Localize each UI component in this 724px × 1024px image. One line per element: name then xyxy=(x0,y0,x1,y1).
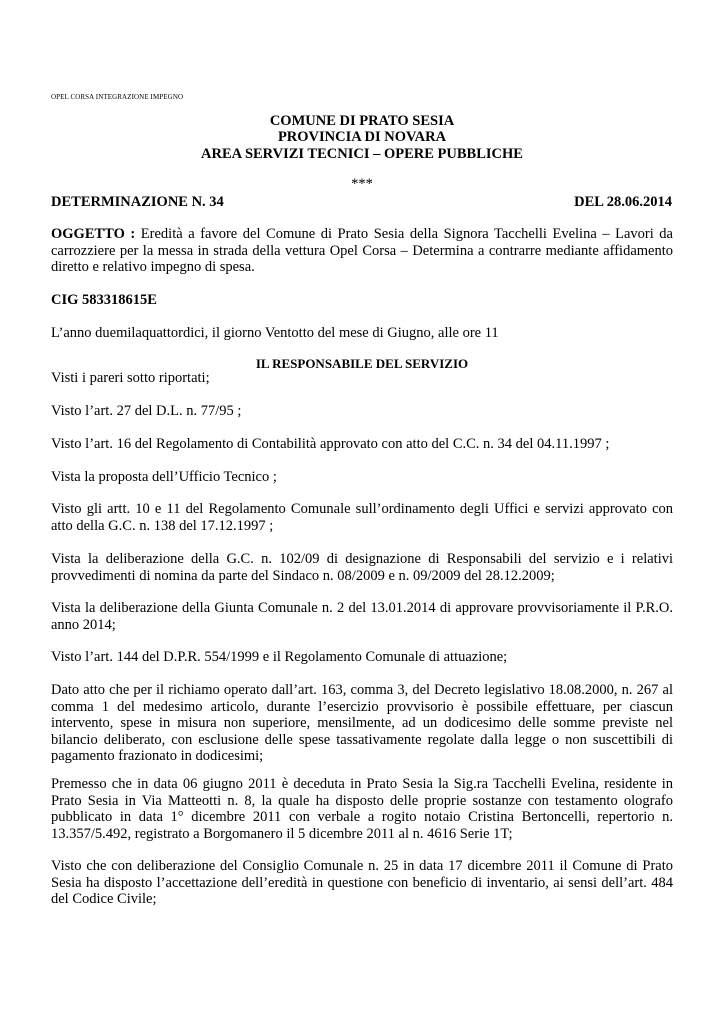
paragraph-11: Visto che con deliberazione del Consiglio Comunale n. 25 in data 17 dicembre 2011 il Comune di Prato Sesia ha disposto l’accettazione dell’eredità in questione con beneficio di inventario, ai sensi dell’art. 484 del Codice Civile; xyxy=(51,858,673,907)
document-reference: OPEL CORSA INTEGRAZIONE IMPEGNO xyxy=(51,93,184,101)
municipality-title: COMUNE DI PRATO SESIA xyxy=(269,113,455,129)
paragraph-5: Visto gli artt. 10 e 11 del Regolamento Comunale sull’ordinamento degli Uffici e servizi approvato con atto della G.C. n. 138 del 17.12.1997 ; xyxy=(51,501,673,534)
cig-code: CIG 583318615E xyxy=(51,292,157,308)
paragraph-3: Visto l’art. 16 del Regolamento di Contabilità approvato con atto del C.C. n. 34 del 04.11.1997 ; xyxy=(51,436,610,452)
separator-stars: *** xyxy=(351,176,373,192)
paragraph-1: Visti i pareri sotto riportati; xyxy=(51,370,210,386)
determinazione-number: DETERMINAZIONE N. 34 xyxy=(51,194,224,210)
paragraph-10: Premesso che in data 06 giugno 2011 è deceduta in Prato Sesia la Sig.ra Tacchelli Evelina, residente in Prato Sesia in Via Matteotti n. 8, la quale ha disposto delle proprie sostanze con testamento olografo pubblicato in data 1° dicembre 2011 con verbale a rogito notaio Cristina Bertoncelli, repertorio n. 13.357/5.492, registrato a Borgomanero il 5 dicembre 2011 al n. 4616 Serie 1T; xyxy=(51,776,673,842)
department-title: AREA SERVIZI TECNICI – OPERE PUBBLICHE xyxy=(201,146,523,162)
determinazione-line xyxy=(51,194,672,211)
responsabile-heading: IL RESPONSABILE DEL SERVIZIO xyxy=(255,356,469,371)
paragraph-9: Dato atto che per il richiamo operato dall’art. 163, comma 3, del Decreto legislativo 18.08.2000, n. 267 al comma 1 del medesimo articolo, durante l’esercizio provvisorio è possibile effettuare, per ciascun intervento, spese in misura non superiore, mensilmente, ad un dodicesimo delle somme previste nel bilancio deliberato, con esclusione delle spese tassativamente regolate dalla legge o non suscettibili di pagamento frazionato in dodicesimi; xyxy=(51,682,673,764)
oggetto-paragraph xyxy=(51,226,673,276)
paragraph-8: Visto l’art. 144 del D.P.R. 554/1999 e il Regolamento Comunale di attuazione; xyxy=(51,649,508,665)
paragraph-4: Vista la proposta dell’Ufficio Tecnico ; xyxy=(51,469,277,485)
oggetto-label: OGGETTO : xyxy=(51,226,136,242)
anno-line: L’anno duemilaquattordici, il giorno Ventotto del mese di Giugno, alle ore 11 xyxy=(51,325,499,341)
determinazione-date: DEL 28.06.2014 xyxy=(574,194,672,210)
province-title: PROVINCIA DI NOVARA xyxy=(277,129,447,145)
paragraph-7: Vista la deliberazione della Giunta Comunale n. 2 del 13.01.2014 di approvare provvisoriamente il P.R.O. anno 2014; xyxy=(51,600,673,633)
oggetto-text: Eredità a favore del Comune di Prato Sesia della Signora Tacchelli Evelina – Lavori da carrozziere per la messa in strada della vettura Opel Corsa – Determina a contrarre mediante affidamento diretto e relativo impegno di spesa. xyxy=(51,226,673,275)
paragraph-6: Vista la deliberazione della G.C. n. 102/09 di designazione di Responsabili del servizio e i relativi provvedimenti di nomina da parte del Sindaco n. 08/2009 e n. 09/2009 del 28.12.2009; xyxy=(51,551,673,584)
paragraph-2: Visto l’art. 27 del D.L. n. 77/95 ; xyxy=(51,403,242,419)
